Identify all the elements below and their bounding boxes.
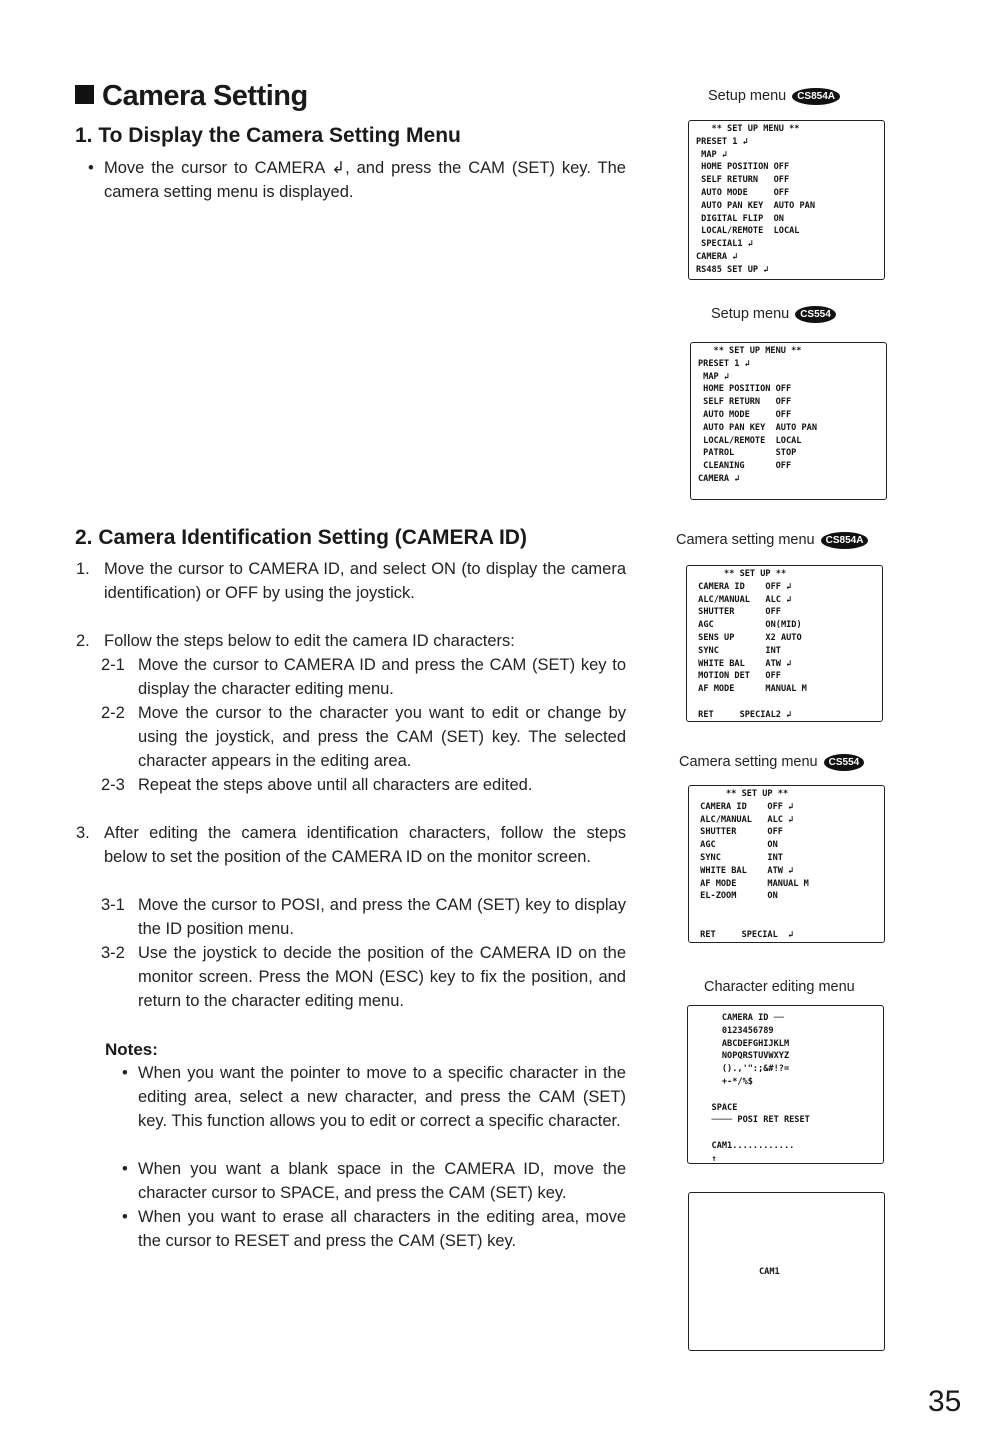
step-number: 3. bbox=[76, 824, 90, 842]
step-text: Move the cursor to CAMERA ID and press the CAM (SET) key to display the character editing menu. bbox=[138, 656, 626, 699]
step-2-2 bbox=[101, 701, 626, 774]
step-text: Repeat the steps above until all characters are edited. bbox=[138, 776, 533, 794]
setup-menu-cs854a bbox=[688, 120, 885, 280]
menu-text: ** SET UP ** CAMERA ID OFF ↲ ALC/MANUAL ALC ↲ SHUTTER OFF AGC ON SYNC INT WHITE BAL ATW ↲ AF MODE MANUAL M EL-ZOOM ON RET SPECIAL ↲ bbox=[700, 789, 809, 940]
step-text: Move the cursor to CAMERA ID, and select ON (to display the camera identification) or OFF by using the joystick. bbox=[104, 560, 626, 603]
step-1 bbox=[76, 557, 626, 605]
step-text: Use the joystick to decide the position of the CAMERA ID on the monitor screen. Press the MON (ESC) key to fix the position, and return to the character editing menu. bbox=[138, 944, 626, 1011]
notes-heading: Notes: bbox=[105, 1040, 158, 1059]
camera-setting-menu-cs854a bbox=[686, 565, 883, 722]
camera-setting-menu-cs554 bbox=[688, 785, 885, 943]
menu-label-character-editing bbox=[704, 979, 855, 995]
label-text: Camera setting menu bbox=[679, 754, 818, 770]
step-2-3 bbox=[101, 773, 626, 797]
step-text: Move the cursor to the character you want to edit or change by using the joystick, and press the CAM (SET) key. The selected character appears in the editing area. bbox=[138, 704, 626, 771]
step-number: 3-2 bbox=[101, 944, 125, 962]
menu-label-camera-cs854a bbox=[676, 532, 868, 549]
note-text: When you want to erase all characters in the editing area, move the cursor to RESET and press the CAM (SET) key. bbox=[138, 1208, 626, 1251]
bullet-dot: • bbox=[122, 1160, 128, 1178]
menu-label-setup-cs554 bbox=[711, 306, 836, 323]
menu-label-camera-cs554 bbox=[679, 754, 864, 771]
label-text: Camera setting menu bbox=[676, 532, 815, 548]
step-3 bbox=[76, 821, 626, 869]
label-text: Setup menu bbox=[711, 306, 790, 322]
monitor-screen-box bbox=[688, 1192, 885, 1351]
menu-label-setup-cs854a bbox=[708, 88, 840, 105]
step-number: 2. bbox=[76, 632, 90, 650]
bullet-dot: • bbox=[122, 1064, 128, 1082]
model-badge: CS554 bbox=[795, 306, 836, 323]
section1-heading: 1. To Display the Camera Setting Menu bbox=[75, 124, 461, 147]
note-1 bbox=[122, 1061, 626, 1134]
step-text: After editing the camera identification characters, follow the steps below to set the position of the CAMERA ID on the monitor screen. bbox=[104, 824, 626, 867]
menu-text: ** SET UP ** CAMERA ID OFF ↲ ALC/MANUAL ALC ↲ SHUTTER OFF AGC ON(MID) SENS UP X2 AUTO SYNC INT WHITE BAL ATW ↲ MOTION DET OFF AF MODE MANUAL M RET SPECIAL2 ↲ bbox=[698, 569, 807, 720]
section2-heading: 2. Camera Identification Setting (CAMERA ID) bbox=[75, 526, 527, 549]
section1-bullet-text: Move the cursor to CAMERA ↲, and press the CAM (SET) key. The camera setting menu is displayed. bbox=[104, 159, 626, 202]
model-badge: CS854A bbox=[792, 88, 840, 105]
step-text: Follow the steps below to edit the camera ID characters: bbox=[104, 632, 515, 650]
page-title bbox=[75, 80, 308, 113]
setup-menu-cs554 bbox=[690, 342, 887, 500]
label-text: Character editing menu bbox=[704, 979, 855, 995]
section1-bullet bbox=[88, 156, 626, 204]
label-text: Setup menu bbox=[708, 88, 787, 104]
step-2-1 bbox=[101, 653, 626, 701]
menu-text: ** SET UP MENU ** PRESET 1 ↲ MAP ↲ HOME POSITION OFF SELF RETURN OFF AUTO MODE OFF AUTO PAN KEY AUTO PAN LOCAL/REMOTE LOCAL PATROL STOP CLEANING OFF CAMERA ↲ bbox=[698, 346, 817, 484]
model-badge: CS554 bbox=[824, 754, 865, 771]
step-2 bbox=[76, 629, 626, 653]
bullet-dot: • bbox=[122, 1208, 128, 1226]
step-text: Move the cursor to POSI, and press the CAM (SET) key to display the ID position menu. bbox=[138, 896, 626, 939]
menu-text: CAMERA ID ── 0123456789 ABCDEFGHIJKLM NOPQRSTUVWXYZ ().,'":;&#!?= +-*/%$ SPACE ──── POSI RET RESET CAM1............ ↑ bbox=[711, 1013, 810, 1164]
step-number: 2-1 bbox=[101, 656, 125, 674]
step-number: 2-3 bbox=[101, 776, 125, 794]
note-text: When you want a blank space in the CAMERA ID, move the character cursor to SPACE, and press the CAM (SET) key. bbox=[138, 1160, 626, 1203]
step-number: 1. bbox=[76, 560, 90, 578]
note-text: When you want the pointer to move to a specific character in the editing area, select a new character, and press the CAM (SET) key. This function allows you to edit or correct a specific character. bbox=[138, 1064, 626, 1131]
page-title-text: Camera Setting bbox=[102, 80, 308, 112]
step-3-1 bbox=[101, 893, 626, 941]
step-number: 2-2 bbox=[101, 704, 125, 722]
step-3-2 bbox=[101, 941, 626, 1014]
square-bullet-icon bbox=[75, 85, 94, 104]
bullet-dot: • bbox=[88, 159, 94, 177]
page-number: 35 bbox=[928, 1385, 962, 1418]
step-number: 3-1 bbox=[101, 896, 125, 914]
menu-text: ** SET UP MENU ** PRESET 1 ↲ MAP ↲ HOME POSITION OFF SELF RETURN OFF AUTO MODE OFF AUTO PAN KEY AUTO PAN DIGITAL FLIP ON LOCAL/REMOTE LOCAL SPECIAL1 ↲ CAMERA ↲ RS485 SET UP ↲ bbox=[696, 124, 815, 275]
character-editing-menu bbox=[687, 1005, 884, 1164]
model-badge: CS854A bbox=[821, 532, 869, 549]
note-2 bbox=[122, 1157, 626, 1205]
note-3 bbox=[122, 1205, 626, 1253]
monitor-camera-id: CAM1 bbox=[759, 1267, 780, 1277]
